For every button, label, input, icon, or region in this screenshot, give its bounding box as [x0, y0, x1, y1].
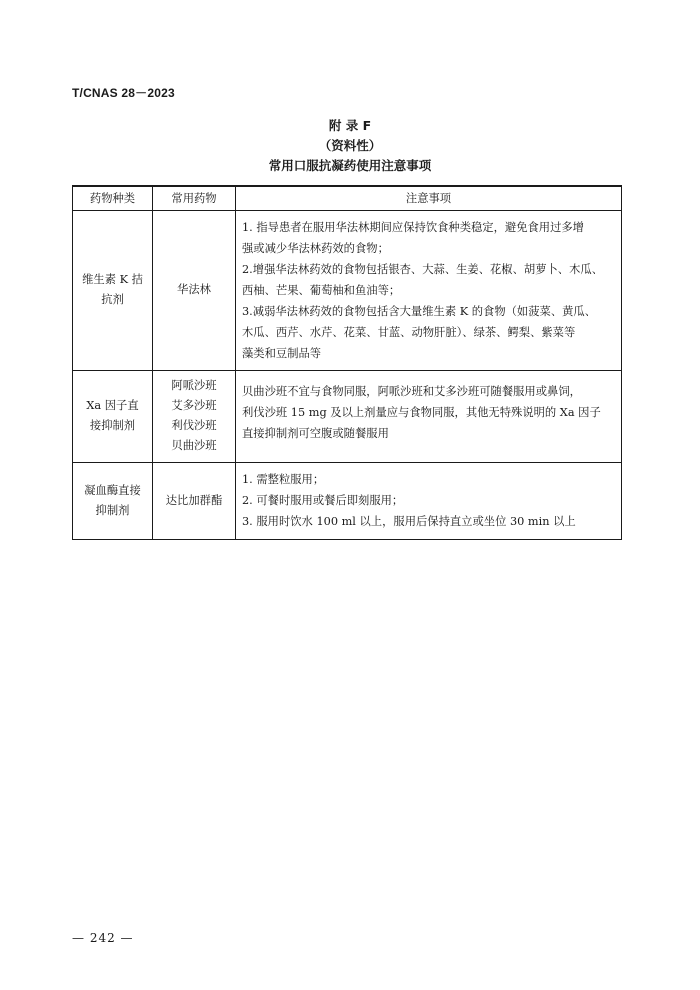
note-line: 2. 可餐时服用或餐后即刻服用； [242, 493, 404, 507]
drug-name: 华法林 [177, 283, 211, 296]
anticoagulant-notes-table [72, 185, 622, 540]
note-line: 1. 需整粒服用； [242, 472, 325, 486]
column-header-drug-type: 药物种类 [73, 186, 153, 210]
note-line: 3. 服用时饮水 100 ml 以上，服用后保持直立或坐位 30 min 以上 [242, 514, 576, 528]
drug-type-line: 凝血酶直接 [84, 483, 141, 497]
note-line: 西柚、芒果、葡萄柚和鱼油等； [242, 283, 401, 297]
appendix-nature: （资料性） [318, 138, 382, 153]
notes-cell [236, 462, 622, 539]
note-line: 强或减少华法林药效的食物； [242, 241, 389, 255]
drug-name: 艾多沙班 [171, 399, 217, 412]
drug-name-cell [153, 210, 236, 370]
table-row [73, 210, 622, 370]
note-line: 2.增强华法林药效的食物包括银杏、大蒜、生姜、花椒、胡萝卜、木瓜、 [242, 262, 603, 276]
drug-name-cell [153, 370, 236, 462]
drug-type-cell [73, 370, 153, 462]
notes-cell [236, 370, 622, 462]
table-header-row [73, 186, 622, 210]
note-line: 利伐沙班 15 mg 及以上剂量应与食物同服，其他无特殊说明的 Xa 因子 [242, 405, 601, 419]
note-line: 3.减弱华法林药效的食物包括含大量维生素 K 的食物（如菠菜、黄瓜、 [242, 304, 597, 318]
table-row [73, 370, 622, 462]
note-line: 藻类和豆制品等 [242, 346, 322, 360]
page-number: — 242 — [72, 931, 134, 945]
note-line: 1. 指导患者在服用华法林期间应保持饮食种类稳定，避免食用过多增 [242, 220, 584, 234]
table-title: 常用口服抗凝药使用注意事项 [268, 158, 432, 173]
column-header-common-drug: 常用药物 [153, 186, 236, 210]
drug-name: 贝曲沙班 [171, 439, 217, 452]
drug-type-cell [73, 210, 153, 370]
table-row [73, 462, 622, 539]
column-header-notes: 注意事项 [236, 186, 622, 210]
drug-type-line: 抑制剂 [95, 503, 130, 517]
drug-name-cell [153, 462, 236, 539]
drug-type-line: 抗剂 [101, 293, 124, 306]
drug-type-line: Xa 因子直 [86, 399, 139, 412]
drug-type-line: 接抑制剂 [89, 419, 136, 432]
note-line: 贝曲沙班不宜与食物同服，阿哌沙班和艾多沙班可随餐服用或鼻饲， [242, 384, 581, 398]
appendix-title: 附 录 F [328, 118, 372, 133]
notes-cell [236, 210, 622, 370]
drug-name: 达比加群酯 [165, 493, 223, 507]
drug-name: 阿哌沙班 [171, 379, 217, 392]
drug-name: 利伐沙班 [171, 419, 217, 432]
document-code: T/CNAS 28－2023 [72, 86, 175, 100]
drug-type-cell [73, 462, 153, 539]
note-line: 直接抑制剂可空腹或随餐服用 [242, 426, 389, 440]
note-line: 木瓜、西芹、水芹、花菜、甘蓝、动物肝脏）、绿茶、鳄梨、紫菜等 [242, 325, 576, 339]
drug-type-line: 维生素 K 拮 [82, 273, 143, 286]
title-block [0, 116, 700, 176]
